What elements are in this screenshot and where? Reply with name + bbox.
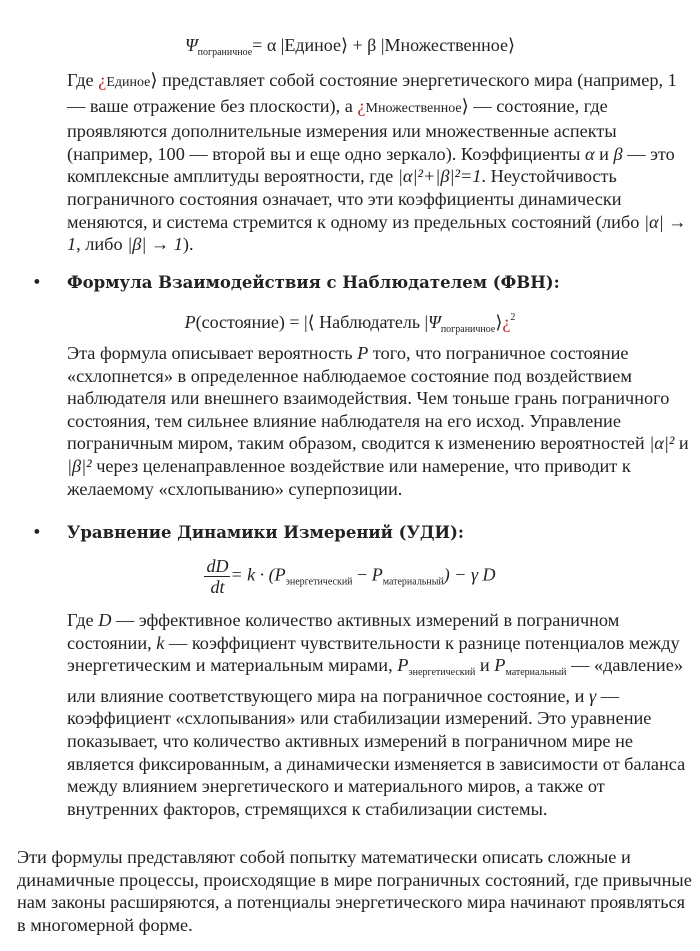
- formula-part: = α |: [252, 35, 285, 55]
- paragraph-conclusion: Эти формулы представляют собой попытку математически описать сложные и динамичные процессы, происходящие в мире пограничных состояний, где привычные нам законы расширяются, а потенциалы энергетического мира начинают проявляться в многомерной форме.: [17, 847, 692, 935]
- formula-superposition: [0, 34, 700, 65]
- text: — эффективное количество активных измерений в пограничном состоянии,: [67, 610, 620, 653]
- math: Единое: [106, 75, 151, 90]
- math: |α| → 1: [67, 211, 687, 255]
- math: |α|²+|β|²=1: [397, 166, 482, 187]
- bullet-icon: •: [32, 273, 42, 292]
- formula-part: = k · (: [230, 564, 275, 585]
- text: , либо: [76, 234, 128, 255]
- formula-part: −: [352, 564, 372, 585]
- section-heading: Формула Взаимодействия с Наблюдателем (ФВН):: [67, 273, 560, 292]
- formula-part: ) − γ D: [443, 564, 496, 585]
- glyph: ¿: [357, 95, 366, 116]
- glyph: ¿: [98, 70, 107, 90]
- fraction: [204, 556, 230, 597]
- formula-part: ⟩ + β |: [341, 35, 385, 55]
- text: Где: [67, 610, 99, 630]
- math: P: [397, 655, 409, 676]
- math: D: [98, 610, 112, 630]
- text: — «давление» или влияние соответствующего мира на пограничное состояние, и: [67, 655, 683, 706]
- subscript: материальный: [505, 667, 567, 679]
- numerator: dD: [206, 556, 229, 576]
- superscript: 2: [510, 312, 516, 323]
- formula-part: (состояние) = |⟨ Наблюдатель |: [195, 312, 429, 332]
- math: P: [184, 312, 196, 332]
- text: . Неустойчивость пограничного состояния означает, что эти коэффициенты динамически меняются, и система стремится к одному из предельных состояний (либо: [67, 166, 644, 232]
- math: Множественное: [365, 100, 462, 116]
- glyph: ⟩: [150, 70, 158, 90]
- math: |α|²: [649, 433, 675, 454]
- text: представляет собой состояние энергетического мира (например, 1 — ваше отражение без плоскости), а: [67, 70, 677, 116]
- psi-symbol: Ψ: [184, 35, 198, 55]
- text: Где: [67, 70, 99, 90]
- text: и: [475, 655, 495, 676]
- math: α: [585, 143, 595, 164]
- text: — коэффициент чувствительности к разнице потенциалов между энергетическим и материальным мирами,: [67, 632, 680, 676]
- math: P: [371, 564, 383, 585]
- formula-part: ⟩: [507, 35, 516, 55]
- paragraph-observer: [67, 342, 692, 500]
- text: Эта формула описывает вероятность: [67, 343, 358, 363]
- subscript: энергетический: [408, 667, 476, 679]
- math: β: [613, 143, 623, 164]
- text: ).: [182, 234, 194, 255]
- text: и: [674, 433, 689, 454]
- formula-part: Множественное: [384, 35, 508, 55]
- formula-observer: [0, 307, 700, 342]
- formula-part: Единое: [284, 35, 341, 55]
- section-heading: Уравнение Динамики Измерений (УДИ):: [67, 523, 464, 542]
- math: |β|²: [67, 455, 92, 476]
- math: |β| → 1: [127, 234, 183, 255]
- paragraph-superposition: [67, 69, 692, 256]
- paragraph-dynamics: [67, 609, 692, 820]
- text: и: [594, 143, 614, 164]
- math: P: [357, 343, 369, 363]
- subscript: энергетический: [285, 576, 353, 588]
- formula-dynamics: [0, 556, 700, 597]
- text: через целенаправленное воздействие или намерение, что приводит к желаемому «схлопыванию» суперпозиции.: [67, 455, 631, 499]
- subscript: пограничное: [440, 324, 496, 335]
- text: — состояние, где проявляются дополнительные измерения или множественные аспекты (например, 100 — второй вы и еще одно зеркало). Коэффициенты: [67, 95, 617, 164]
- math: γ: [588, 685, 597, 706]
- math: k: [156, 632, 165, 653]
- text: — это комплексные амплитуды вероятности, где: [67, 143, 675, 187]
- denominator: dt: [210, 577, 225, 597]
- glyph: ¿: [502, 312, 511, 332]
- bullet-icon: •: [32, 523, 42, 542]
- math: P: [494, 655, 506, 676]
- text: того, что пограничное состояние «схлопнется» в определенное наблюдаемое состояние под воздействием наблюдателя или внешнего взаимодействия. Чем тоньше грань пограничного состояния, тем сильнее влияние наблюдателя на его исход. Управление пограничным миром, таким образом, сводится к изменению вероятностей: [67, 343, 670, 454]
- subscript: пограничное: [197, 47, 253, 58]
- text: — коэффициент «схлопывания» или стабилизации измерений. Это уравнение показывает, что количество активных измерений в пограничном мире не является фиксированным, а динамически изменяется в зависимости от баланса между влиянием энергетического и материального миров, а также от внутренних факторов, стремящихся к стабилизации системы.: [67, 685, 686, 819]
- psi-symbol: Ψ: [428, 312, 441, 332]
- subscript: материальный: [382, 576, 444, 588]
- math: P: [274, 564, 286, 585]
- formula-part: ⟩: [495, 312, 503, 332]
- glyph: ⟩: [461, 95, 469, 116]
